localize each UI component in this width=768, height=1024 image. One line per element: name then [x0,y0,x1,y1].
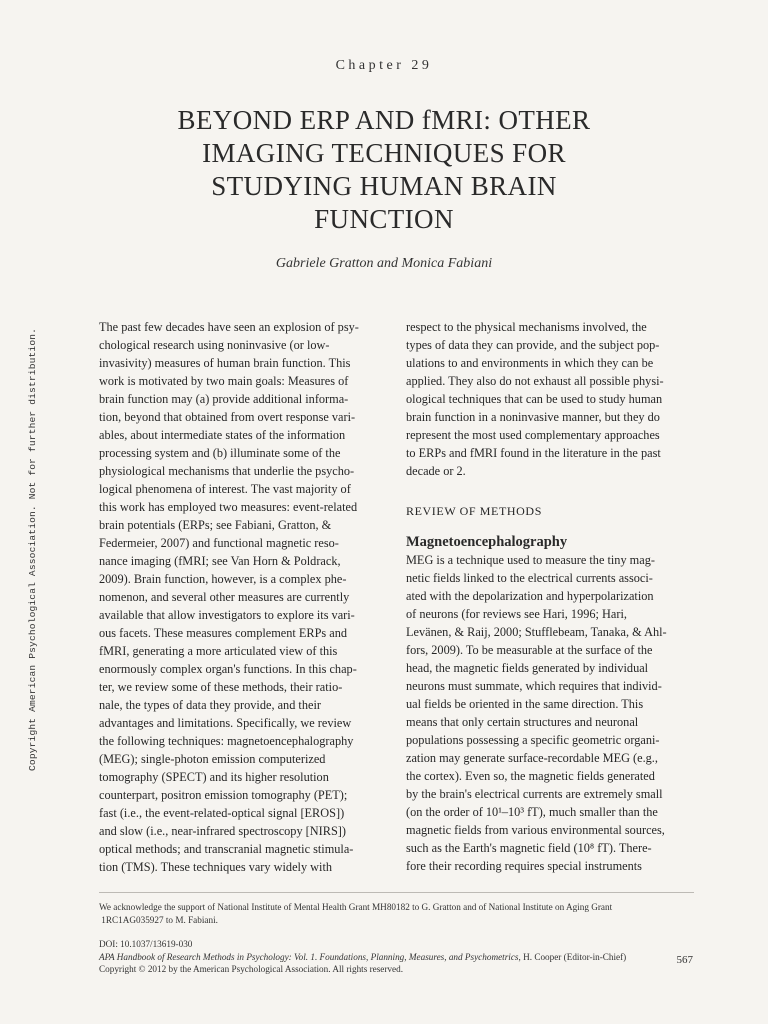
text-line: (on the order of 10¹–10³ fT), much smaller than the [406,805,658,819]
text-line: chological research using noninvasive (or low- [99,338,330,352]
text-line: physiological mechanisms that underlie the psycho- [99,464,355,478]
text-line: (MEG); single-photon emission computerized [99,752,326,766]
text-line: optical methods; and transcranial magnetic stimula- [99,842,354,856]
text-line: ated with the depolarization and hyperpolarization [406,589,654,603]
text-line: respect to the physical mechanisms involved, the [406,320,647,334]
acknowledgment-line: 1RC1AG035927 to M. Fabiani. [99,914,218,925]
text-line: netic fields linked to the electrical currents associ- [406,571,653,585]
text-line: to ERPs and fMRI found in the literature in the past [406,446,661,460]
text-line: the following techniques: magnetoencephalography [99,734,354,748]
text-line: Federmeier, 2007) and functional magnetic reso- [99,536,339,550]
text-line: invasivity) measures of human brain function. This [99,356,351,370]
text-line: types of data they can provide, and the subject pop- [406,338,660,352]
title-line: BEYOND ERP AND fMRI: OTHER [177,105,591,135]
text-line: this work has employed two measures: event-related [99,500,358,514]
authors: Gabriele Gratton and Monica Fabiani [275,256,493,271]
text-line: fMRI, generating a more articulated view of this [99,644,338,658]
text-line: nance imaging (fMRI; see Van Horn & Poldrack, [99,554,341,568]
footnote-divider [99,892,694,893]
text-line: and slow (i.e., near-infrared spectroscopy [NIRS]) [99,824,346,838]
side-copyright-notice: Copyright American Psychological Association. Not for further distribution. [27,327,38,771]
text-line: decade or 2. [406,464,466,478]
text-line: ulations to and environments in which they can be [406,356,654,370]
text-line: such as the Earth's magnetic field (10⁸ fT). There- [406,841,652,855]
text-line: ual fields be oriented in the same direction. This [406,697,644,711]
text-line: magnetic fields from various environmental sources, [406,823,665,837]
text-line: ables, about intermediate states of the information [99,428,346,442]
copyright-line: Copyright © 2012 by the American Psychological Association. All rights reserved. [99,964,403,974]
text-line: brain function in a noninvasive manner, but they do [406,410,660,424]
text-line: Levänen, & Raij, 2000; Stufflebeam, Tanaka, & Ahl- [406,625,667,639]
text-line: ous facets. These measures complement ERPs and [99,626,348,640]
page-number: 567 [676,954,693,966]
text-line: represent the most used complementary approaches [406,428,660,442]
text-line: populations possessing a specific geometric organi- [406,733,660,747]
right-column [406,318,694,875]
text-line: processing system and (b) illuminate some of the [99,446,341,460]
citation-editor: , H. Cooper (Editor-in-Chief) [518,951,627,962]
text-line: advantages and limitations. Specifically, we review [99,716,352,730]
text-line: nomenon, and several other measures are currently [99,590,350,604]
text-line: The past few decades have seen an explosion of psy- [99,320,359,334]
text-line: tion, beyond that obtained from overt response vari- [99,410,356,424]
title-line: IMAGING TECHNIQUES FOR [202,138,566,168]
title-line: FUNCTION [314,204,454,234]
text-line: nale, the types of data they provide, and their [99,698,321,712]
text-line: counterpart, positron emission tomography (PET); [99,788,348,802]
subsection-heading: Magnetoencephalography [406,534,568,550]
right-column-intro [406,318,694,480]
acknowledgment [99,901,679,926]
text-line: enormously complex organ's functions. In this chap- [99,662,357,676]
text-line: brain potentials (ERPs; see Fabiani, Gratton, & [99,518,332,532]
citation-title: APA Handbook of Research Methods in Psychology: Vol. 1. Foundations, Planning, Measures, and Psychometrics [99,951,519,962]
text-line: ological techniques that can be used to study human [406,392,663,406]
text-line: means that only certain structures and neuronal [406,715,639,729]
text-line: neurons must summate, which requires that individ- [406,679,662,693]
text-line: work is motivated by two main goals: Measures of [99,374,349,388]
text-line: tomography (SPECT) and its higher resolution [99,770,329,784]
left-column [99,318,389,876]
chapter-label: Chapter 29 [335,58,433,73]
text-line: of neurons (for reviews see Hari, 1996; Hari, [406,607,627,621]
text-line: fast (i.e., the event-related-optical signal [EROS]) [99,806,345,820]
publication-info [99,938,679,976]
chapter-title [150,104,618,236]
text-line: MEG is a technique used to measure the tiny mag- [406,553,655,567]
text-line: brain function may (a) provide additional informa- [99,392,349,406]
text-line: fore their recording requires special instruments [406,859,642,873]
doi: DOI: 10.1037/13619-030 [99,939,193,949]
text-line: tion (TMS). These techniques vary widely with [99,860,333,874]
left-column-text [99,318,389,876]
text-line: fors, 2009). To be measurable at the surface of the [406,643,653,657]
acknowledgment-line: We acknowledge the support of National Institute of Mental Health Grant MH80182 to G. Gratton and of National Institute on Aging Grant [99,902,613,912]
section-heading: REVIEW OF METHODS [406,504,542,518]
text-line: available that allow investigators to explore its vari- [99,608,355,622]
citation [99,951,679,964]
text-line: ter, we review some of these methods, their ratio- [99,680,343,694]
text-line: 2009). Brain function, however, is a complex phe- [99,572,347,586]
text-line: by the brain's electrical currents are extremely small [406,787,663,801]
text-line: head, the magnetic fields generated by individual [406,661,649,675]
meg-paragraph [406,551,694,875]
text-line: zation may generate surface-recordable MEG (e.g., [406,751,658,765]
text-line: logical phenomena of interest. The vast majority of [99,482,351,496]
text-line: the cortex). Even so, the magnetic fields generated [406,769,655,783]
title-line: STUDYING HUMAN BRAIN [211,171,557,201]
text-line: applied. They also do not exhaust all possible physi- [406,374,664,388]
